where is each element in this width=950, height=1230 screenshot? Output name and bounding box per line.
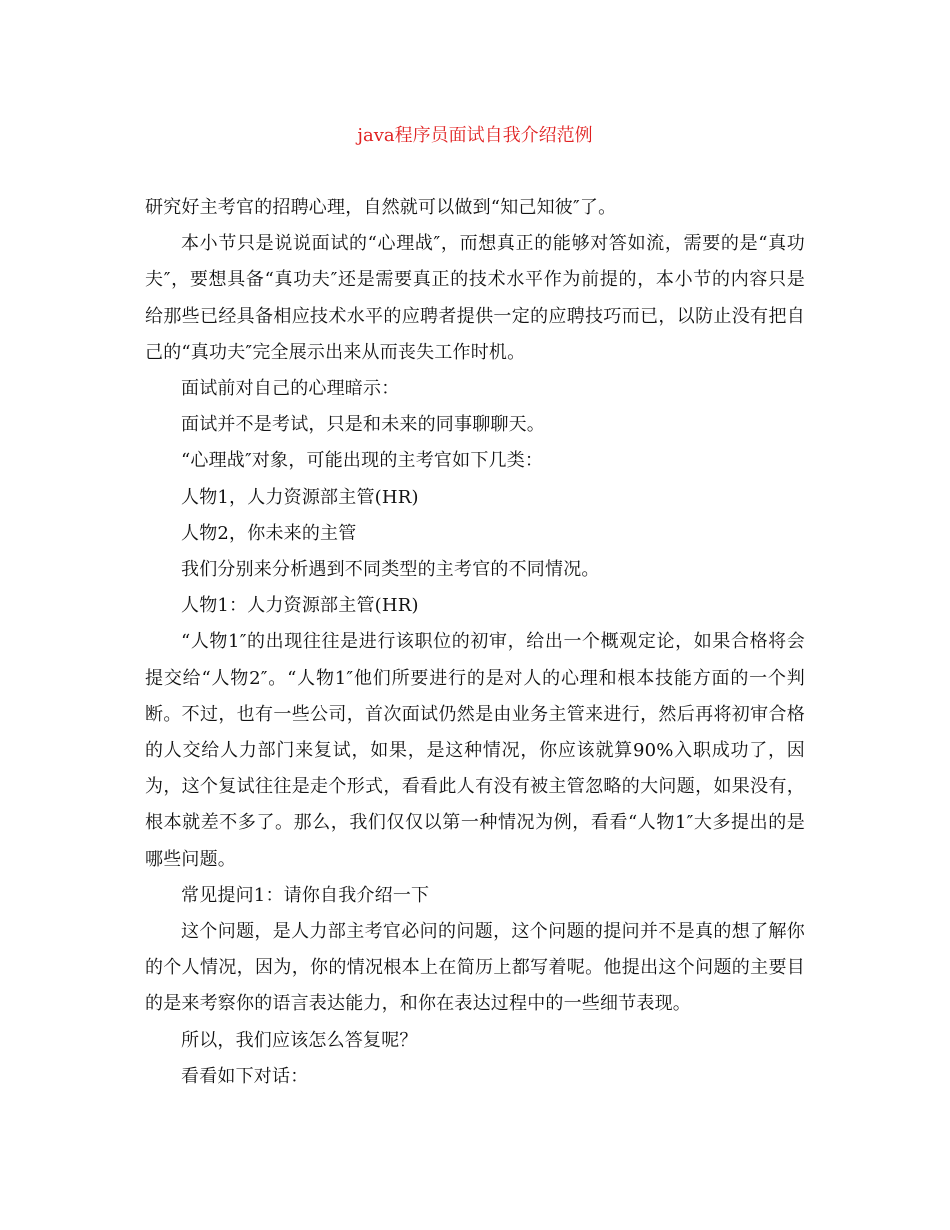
- paragraph-question-1-explain: 这个问题，是人力部主考官必问的问题，这个问题的提问并不是真的想了解你的个人情况，因为，你的情况根本上在简历上都写着呢。他提出这个问题的主要目的是来考察你的语言表达能力，和你在表达过程中的一些细节表现。: [145, 921, 805, 1015]
- paragraph-psychological-war: 本小节只是说说面试的“心理战″，而想真正的能够对答如流，需要的是“真功夫″，要想具备“真功夫″还是需要真正的技术水平作为前提的，本小节的内容只是给那些已经具备相应技术水平的应聘者提供一定的应聘技巧而已，以防止没有把自己的“真功夫″完全展示出来从而丧失工作时机。: [145, 233, 805, 363]
- paragraph-person-2: 人物2，你未来的主管: [181, 522, 357, 544]
- paragraph-self-suggestion-heading: 面试前对自己的心理暗示：: [181, 378, 400, 400]
- paragraph-interviewer-types: “心理战″对象，可能出现的主考官如下几类：: [181, 450, 544, 472]
- paragraph-intro: 研究好主考官的招聘心理，自然就可以做到“知己知彼″了。: [145, 197, 617, 218]
- paragraph-dialogue-intro: 看看如下对话：: [181, 1065, 309, 1087]
- document-title: java程序员面试自我介绍范例: [357, 125, 593, 146]
- paragraph-person-1: 人物1，人力资源部主管(HR): [181, 486, 419, 508]
- paragraph-analysis: 我们分别来分析遇到不同类型的主考官的不同情况。: [181, 559, 600, 581]
- paragraph-how-to-answer: 所以，我们应该怎么答复呢？: [181, 1029, 418, 1051]
- document-body: [145, 190, 805, 1095]
- paragraph-not-exam: 面试并不是考试，只是和未来的同事聊聊天。: [181, 414, 545, 436]
- paragraph-question-1: 常见提问1：请你自我介绍一下: [181, 884, 430, 906]
- paragraph-person-1-detail: “人物1″的出现往往是进行该职位的初审，给出一个概观定论，如果合格将会提交给“人物2″。“人物1″他们所要进行的是对人的心理和根本技能方面的一个判断。不过，也有一些公司，首次面试仍然是由业务主管来进行，然后再将初审合格的人交给人力部门来复试，如果，是这种情况，你应该就算90%入职成功了，因为，这个复试往往是走个形式，看看此人有没有被主管忽略的大问题，如果没有，根本就差不多了。那么，我们仅仅以第一种情况为例，看看“人物1″大多提出的是哪些问题。: [145, 631, 805, 870]
- paragraph-person-1-heading: 人物1：人力资源部主管(HR): [181, 595, 419, 617]
